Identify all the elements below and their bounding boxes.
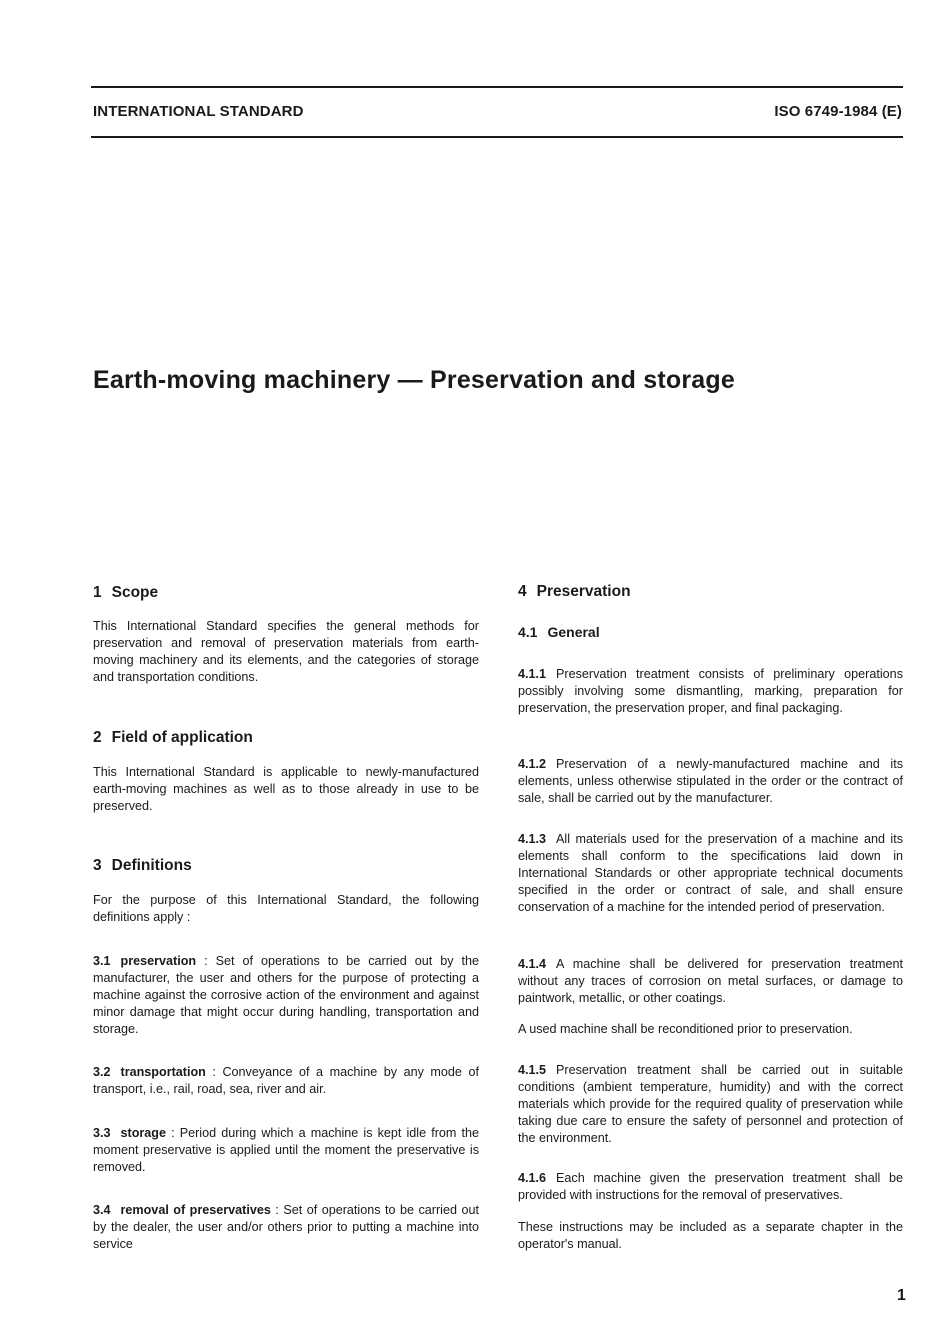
definition-3-1: 3.1 preservation : Set of operations to be carried out by the manufacturer, the user and others for the purpose of protecting a machine against the corrosive action of the environment and against minor damage that might occur during handling, transportation and storage. bbox=[93, 954, 479, 1036]
page-number: 1 bbox=[897, 1287, 906, 1304]
header-top-rule bbox=[91, 86, 903, 88]
section-1-heading: 1 Scope bbox=[93, 584, 159, 601]
clause-4-1-4: 4.1.4 A machine shall be delivered for preservation treatment without any traces of corrosion on metal surfaces, or damage to paintwork, metallic, or other coatings. bbox=[518, 957, 903, 1005]
document-title: Earth-moving machinery — Preservation and storage bbox=[93, 366, 735, 394]
clause-4-1-6: 4.1.6 Each machine given the preservation treatment shall be provided with instructions for the removal of preservatives. bbox=[518, 1171, 903, 1202]
clause-4-1-5: 4.1.5 Preservation treatment shall be carried out in suitable conditions (ambient temperature, humidity) and with the correct materials which provide for the required quality of preservation while taking due care to ensure the safety of personnel and protection of the environment. bbox=[518, 1063, 903, 1145]
definition-3-2: 3.2 transportation : Conveyance of a machine by any mode of transport, i.e., rail, road, sea, river and air. bbox=[93, 1065, 479, 1096]
clause-4-1-1: 4.1.1 Preservation treatment consists of preliminary operations possibly involving some dismantling, marking, preparation for preservation, the preservation proper, and final packaging. bbox=[518, 667, 903, 715]
section-4-1-heading: 4.1 General bbox=[518, 624, 600, 640]
standard-number: ISO 6749-1984 (E) bbox=[774, 103, 902, 120]
header-bottom-rule bbox=[91, 136, 903, 138]
definition-3-4: 3.4 removal of preservatives : Set of operations to be carried out by the dealer, the user and/or others prior to putting a machine into service bbox=[93, 1203, 479, 1251]
section-2-text: This International Standard is applicable to newly-manufactured earth-moving machines as well as to those already in use to be preserved. bbox=[93, 765, 479, 813]
clause-4-1-3: 4.1.3 All materials used for the preservation of a machine and its elements shall conform to the specifications laid down in International Standards or other appropriate technical documents specified in the order or contract of sale, and shall ensure conservation of a machine for the intended period of preservation. bbox=[518, 832, 903, 914]
clause-4-1-4-note: A used machine shall be reconditioned prior to preservation. bbox=[518, 1022, 853, 1036]
section-3-heading: 3 Definitions bbox=[93, 857, 192, 874]
definition-3-3: 3.3 storage : Period during which a machine is kept idle from the moment preservative is applied until the moment the preservative is removed. bbox=[93, 1126, 479, 1174]
clause-4-1-6-note: These instructions may be included as a separate chapter in the operator's manual. bbox=[518, 1220, 903, 1251]
section-3-text: For the purpose of this International Standard, the following definitions apply : bbox=[93, 893, 479, 924]
document-type: INTERNATIONAL STANDARD bbox=[93, 103, 304, 120]
section-4-heading: 4 Preservation bbox=[518, 583, 631, 600]
clause-4-1-2: 4.1.2 Preservation of a newly-manufactured machine and its elements, unless otherwise stipulated in the order or the contract of sale, shall be carried out by the manufacturer. bbox=[518, 757, 903, 805]
section-2-heading: 2 Field of application bbox=[93, 729, 253, 746]
section-1-text: This International Standard specifies the general methods for preservation and removal of preservation materials from earth-moving machinery and its elements, and the categories of storage and transportation conditions. bbox=[93, 619, 479, 684]
